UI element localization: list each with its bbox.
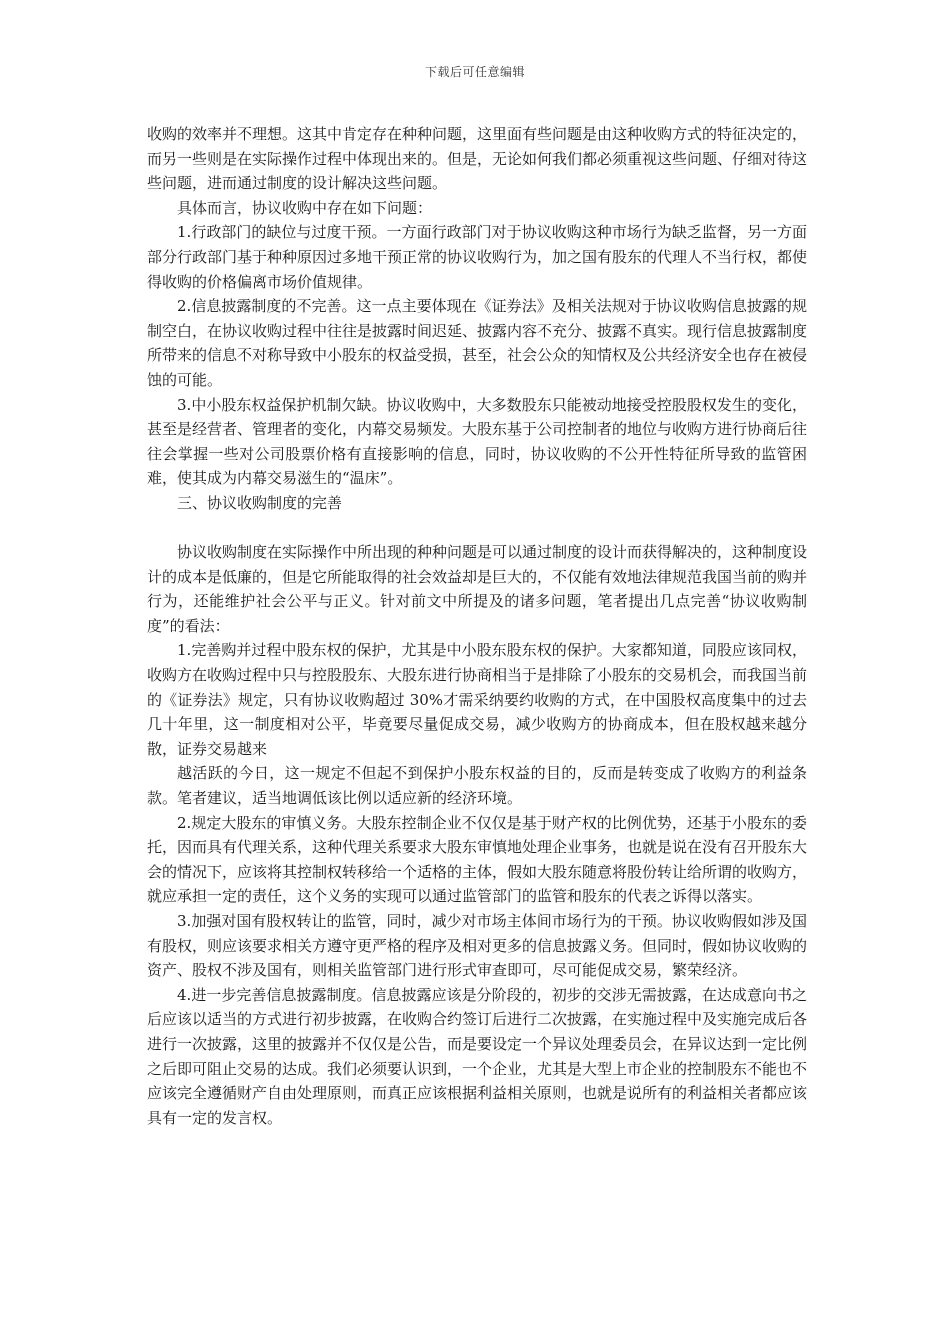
paragraph-problem-2: 2.信息披露制度的不完善。这一点主要体现在《证券法》及相关法规对于协议收购信息披露的规制空白，在协议收购过程中往往是披露时间迟延、披露内容不充分、披露不真实。现行信息披露制度所带来的信息不对称导致中小股东的权益受损，甚至，社会公众的知情权及公共经济安全也存在被侵蚀的可能。 — [147, 297, 808, 389]
blank-line — [147, 516, 807, 541]
paragraph-section-intro: 协议收购制度在实际操作中所出现的种种问题是可以通过制度的设计而获得解决的，这种制度设计的成本是低廉的，但是它所能取得的社会效益却是巨大的，不仅能有效地法律规范我国当前的购并行为，还能维护社会公平与正义。针对前文中所提及的诸多问题，笔者提出几点完善“协议收购制度”的看法： — [147, 543, 808, 635]
paragraph-suggestion-3: 3.加强对国有股权转让的监管，同时，减少对市场主体间市场行为的干预。协议收购假如涉及国有股权，则应该要求相关方遵守更严格的程序及相对更多的信息披露义务。但同时，假如协议收购的资产、股权不涉及国有，则相关监管部门进行形式审查即可，尽可能促成交易，繁荣经济。 — [147, 912, 808, 980]
section-heading-3: 三、协议收购制度的完善 — [177, 493, 343, 512]
paragraph-problem-1: 1.行政部门的缺位与过度干预。一方面行政部门对于协议收购这种市场行为缺乏监督，另一方面部分行政部门基于种种原因过多地干预正常的协议收购行为，加之国有股东的代理人不当行权，都使得收购的价格偏离市场价值规律。 — [147, 223, 808, 291]
paragraph-problem-3: 3.中小股东权益保护机制欠缺。协议收购中，大多数股东只能被动地接受控股股权发生的变化，甚至是经营者、管理者的变化，内幕交易频发。大股东基于公司控制者的地位与收购方进行协商后往往会掌握一些对公司股票价格有直接影响的信息，同时，协议收购的不公开性特征所导致的监管困难，使其成为内幕交易滋生的“温床”。 — [147, 395, 808, 488]
document-body — [147, 122, 807, 1130]
paragraph-intro-problems: 具体而言，协议收购中存在如下问题： — [177, 198, 433, 217]
page-header: 下载后可任意编辑 — [424, 65, 525, 79]
paragraph-suggestion-4: 4.进一步完善信息披露制度。信息披露应该是分阶段的，初步的交涉无需披露，在达成意向书之后应该以适当的方式进行初步披露，在收购合约签订后进行二次披露，在实施过程中及实施完成后各进行一次披露，这里的披露并不仅仅是公告，而是要设定一个异议处理委员会，在异议达到一定比例之后即可阻止交易的达成。我们必须要认识到，一个企业，尤其是大型上市企业的控制股东不能也不应该完全遵循财产自由处理原则，而真正应该根据利益相关原则，也就是说所有的利益相关者都应该具有一定的发言权。 — [147, 985, 808, 1127]
paragraph-suggestion-2: 2.规定大股东的审慎义务。大股东控制企业不仅仅是基于财产权的比例优势，还基于小股东的委托，因而具有代理关系，这种代理关系要求大股东审慎地处理企业事务，也就是说在没有召开股东大会的情况下，应该将其控制权转移给一个适格的主体，假如大股东随意将股份转让给所谓的收购方，就应承担一定的责任，这个义务的实现可以通过监管部门的监管和股东的代表之诉得以落实。 — [147, 813, 808, 906]
paragraph-suggestion-1: 1.完善购并过程中股东权的保护，尤其是中小股东股东权的保护。大家都知道，同股应该同权，收购方在收购过程中只与控股股东、大股东进行协商相当于是排除了小股东的交易机会，而我国当前的《证券法》规定，只有协议收购超过 30%才需采纳要约收购的方式，在中国股权高度集中的过去几十年里，这一制度相对公平，毕竟要尽量促成交易，减少收购方的协商成本，但在股权越来越分散，证券交易越来 — [147, 641, 808, 758]
paragraph-suggestion-1-continued: 越活跃的今日，这一规定不但起不到保护小股东权益的目的，反而是转变成了收购方的利益条款。笔者建议，适当地调低该比例以适应新的经济环境。 — [147, 764, 807, 808]
paragraph-continuation: 收购的效率并不理想。这其中肯定存在种种问题，这里面有些问题是由这种收购方式的特征决定的，而另一些则是在实际操作过程中体现出来的。但是，无论如何我们都必须重视这些问题、仔细对待这些问题，进而通过制度的设计解决这些问题。 — [147, 125, 808, 193]
